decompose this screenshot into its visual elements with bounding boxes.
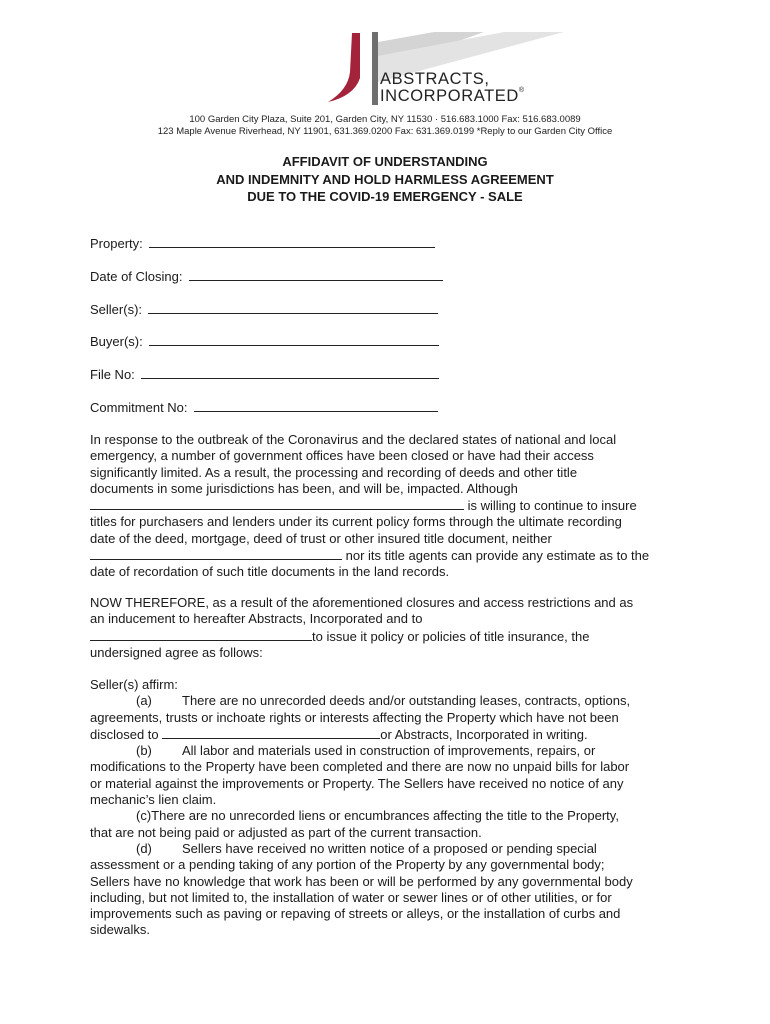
text-line: Sellers have no knowledge that work has been or will be performed by any governmental body bbox=[90, 873, 633, 889]
date-of-closing-blank[interactable] bbox=[189, 268, 443, 281]
file-no-field bbox=[90, 366, 439, 382]
title-line-1: AFFIDAVIT OF UNDERSTANDING bbox=[282, 154, 488, 169]
sellers-field bbox=[90, 301, 438, 317]
sellers-label: Seller(s): bbox=[90, 302, 143, 317]
file-no-blank[interactable] bbox=[141, 366, 439, 379]
property-label: Property: bbox=[90, 236, 143, 251]
text-line: In response to the outbreak of the Coronavirus and the declared states of national and local bbox=[90, 432, 617, 447]
title-line-3: DUE TO THE COVID-19 EMERGENCY - SALE bbox=[247, 189, 523, 204]
text-line: significantly limited. As a result, the processing and recording of deeds and other title bbox=[90, 464, 578, 480]
text-line: titles for purchasers and lenders under its current policy forms through the ultimate recording bbox=[90, 514, 622, 530]
paragraph-recitals bbox=[90, 432, 680, 581]
file-no-label: File No: bbox=[90, 367, 135, 382]
date-of-closing-field bbox=[90, 268, 443, 284]
trademark: ® bbox=[518, 87, 525, 94]
text-line: modifications to the Property have been completed and there are now no unpaid bills for labor bbox=[90, 759, 630, 775]
clause-b: (b) All labor and materials used in construction of improvements, repairs, or bbox=[136, 743, 596, 759]
property-field bbox=[90, 235, 435, 251]
address-line-1: 100 Garden City Plaza, Suite 201, Garden City, NY 11530 · 516.683.1000 Fax: 516.683.0089 bbox=[189, 114, 581, 125]
clause-d-label: (d) bbox=[136, 840, 152, 856]
address-line-2: 123 Maple Avenue Riverhead, NY 11901, 631.369.0200 Fax: 631.369.0199 *Reply to our Garden City Office bbox=[157, 126, 613, 137]
text-line: to issue it policy or policies of title insurance, the bbox=[90, 628, 680, 645]
company-name-line1: ABSTRACTS, bbox=[380, 70, 490, 88]
text-line: NOW THEREFORE, as a result of the aforementioned closures and access restrictions and as bbox=[90, 595, 634, 610]
document-title bbox=[0, 153, 770, 206]
text-line: or material against the improvements or Property. The Sellers have received no notice of any bbox=[90, 775, 624, 791]
text-line: assessment or a pending taking of any portion of the Property by any governmental body; bbox=[90, 857, 605, 873]
text-line: mechanic’s lien claim. bbox=[90, 792, 217, 808]
property-blank[interactable] bbox=[149, 235, 435, 248]
text-line: emergency, a number of government offices have been closed or have had their access bbox=[90, 448, 594, 464]
clause-c: (c)There are no unrecorded liens or encumbrances affecting the title to the Property, bbox=[136, 808, 619, 824]
text-line: improvements such as paving or repaving of streets or alleys, or the installation of curbs and bbox=[90, 906, 621, 922]
commitment-no-field bbox=[90, 399, 438, 415]
disclosed-to-blank[interactable] bbox=[162, 726, 380, 739]
text-line: including, but not limited to, the installation of water or sewer lines or of other utilities, or for bbox=[90, 889, 612, 905]
paragraph-now-therefore bbox=[90, 595, 680, 661]
buyers-blank[interactable] bbox=[149, 333, 439, 346]
company-logo bbox=[314, 30, 594, 110]
text-line: an inducement to hereafter Abstracts, Incorporated and to bbox=[90, 611, 423, 627]
clause-d: (d) Sellers have received no written notice of a proposed or pending special bbox=[136, 840, 597, 856]
text-line: sidewalks. bbox=[90, 922, 150, 938]
company-name-line2: INCORPORATED® bbox=[380, 87, 525, 105]
text-line: that are not being paid or adjusted as part of the current transaction. bbox=[90, 824, 482, 840]
text-line: disclosed to or Abstracts, Incorporated in writing. bbox=[90, 726, 588, 742]
clause-a: (a) There are no unrecorded deeds and/or outstanding leases, contracts, options, bbox=[136, 693, 631, 709]
agent-blank[interactable] bbox=[90, 628, 312, 641]
text-line: agreements, trusts or inchoate rights or interests affecting the Property which have not been bbox=[90, 709, 619, 725]
buyers-label: Buyer(s): bbox=[90, 334, 143, 349]
title-line-2: AND INDEMNITY AND HOLD HARMLESS AGREEMENT bbox=[216, 171, 554, 187]
insurer-blank-2[interactable] bbox=[90, 547, 342, 560]
text-line: undersigned agree as follows: bbox=[90, 644, 263, 660]
text-line: nor its title agents can provide any estimate as to the bbox=[90, 547, 680, 564]
text-line: is willing to continue to insure bbox=[90, 497, 680, 514]
affirm-heading: Seller(s) affirm: bbox=[90, 677, 178, 692]
insurer-blank[interactable] bbox=[90, 497, 464, 510]
text-line: date of recordation of such title documents in the land records. bbox=[90, 564, 450, 580]
date-of-closing-label: Date of Closing: bbox=[90, 269, 183, 284]
text-line: date of the deed, mortgage, deed of trust or other insured title document, neither bbox=[90, 530, 552, 546]
text-line: documents in some jurisdictions has been, and will be, impacted. Although bbox=[90, 480, 518, 496]
clause-b-label: (b) bbox=[136, 743, 152, 759]
buyers-field bbox=[90, 333, 439, 349]
clause-a-label: (a) bbox=[136, 693, 152, 709]
affirmations bbox=[90, 677, 680, 939]
commitment-no-blank[interactable] bbox=[194, 399, 438, 412]
commitment-no-label: Commitment No: bbox=[90, 400, 188, 415]
sellers-blank[interactable] bbox=[148, 301, 438, 314]
